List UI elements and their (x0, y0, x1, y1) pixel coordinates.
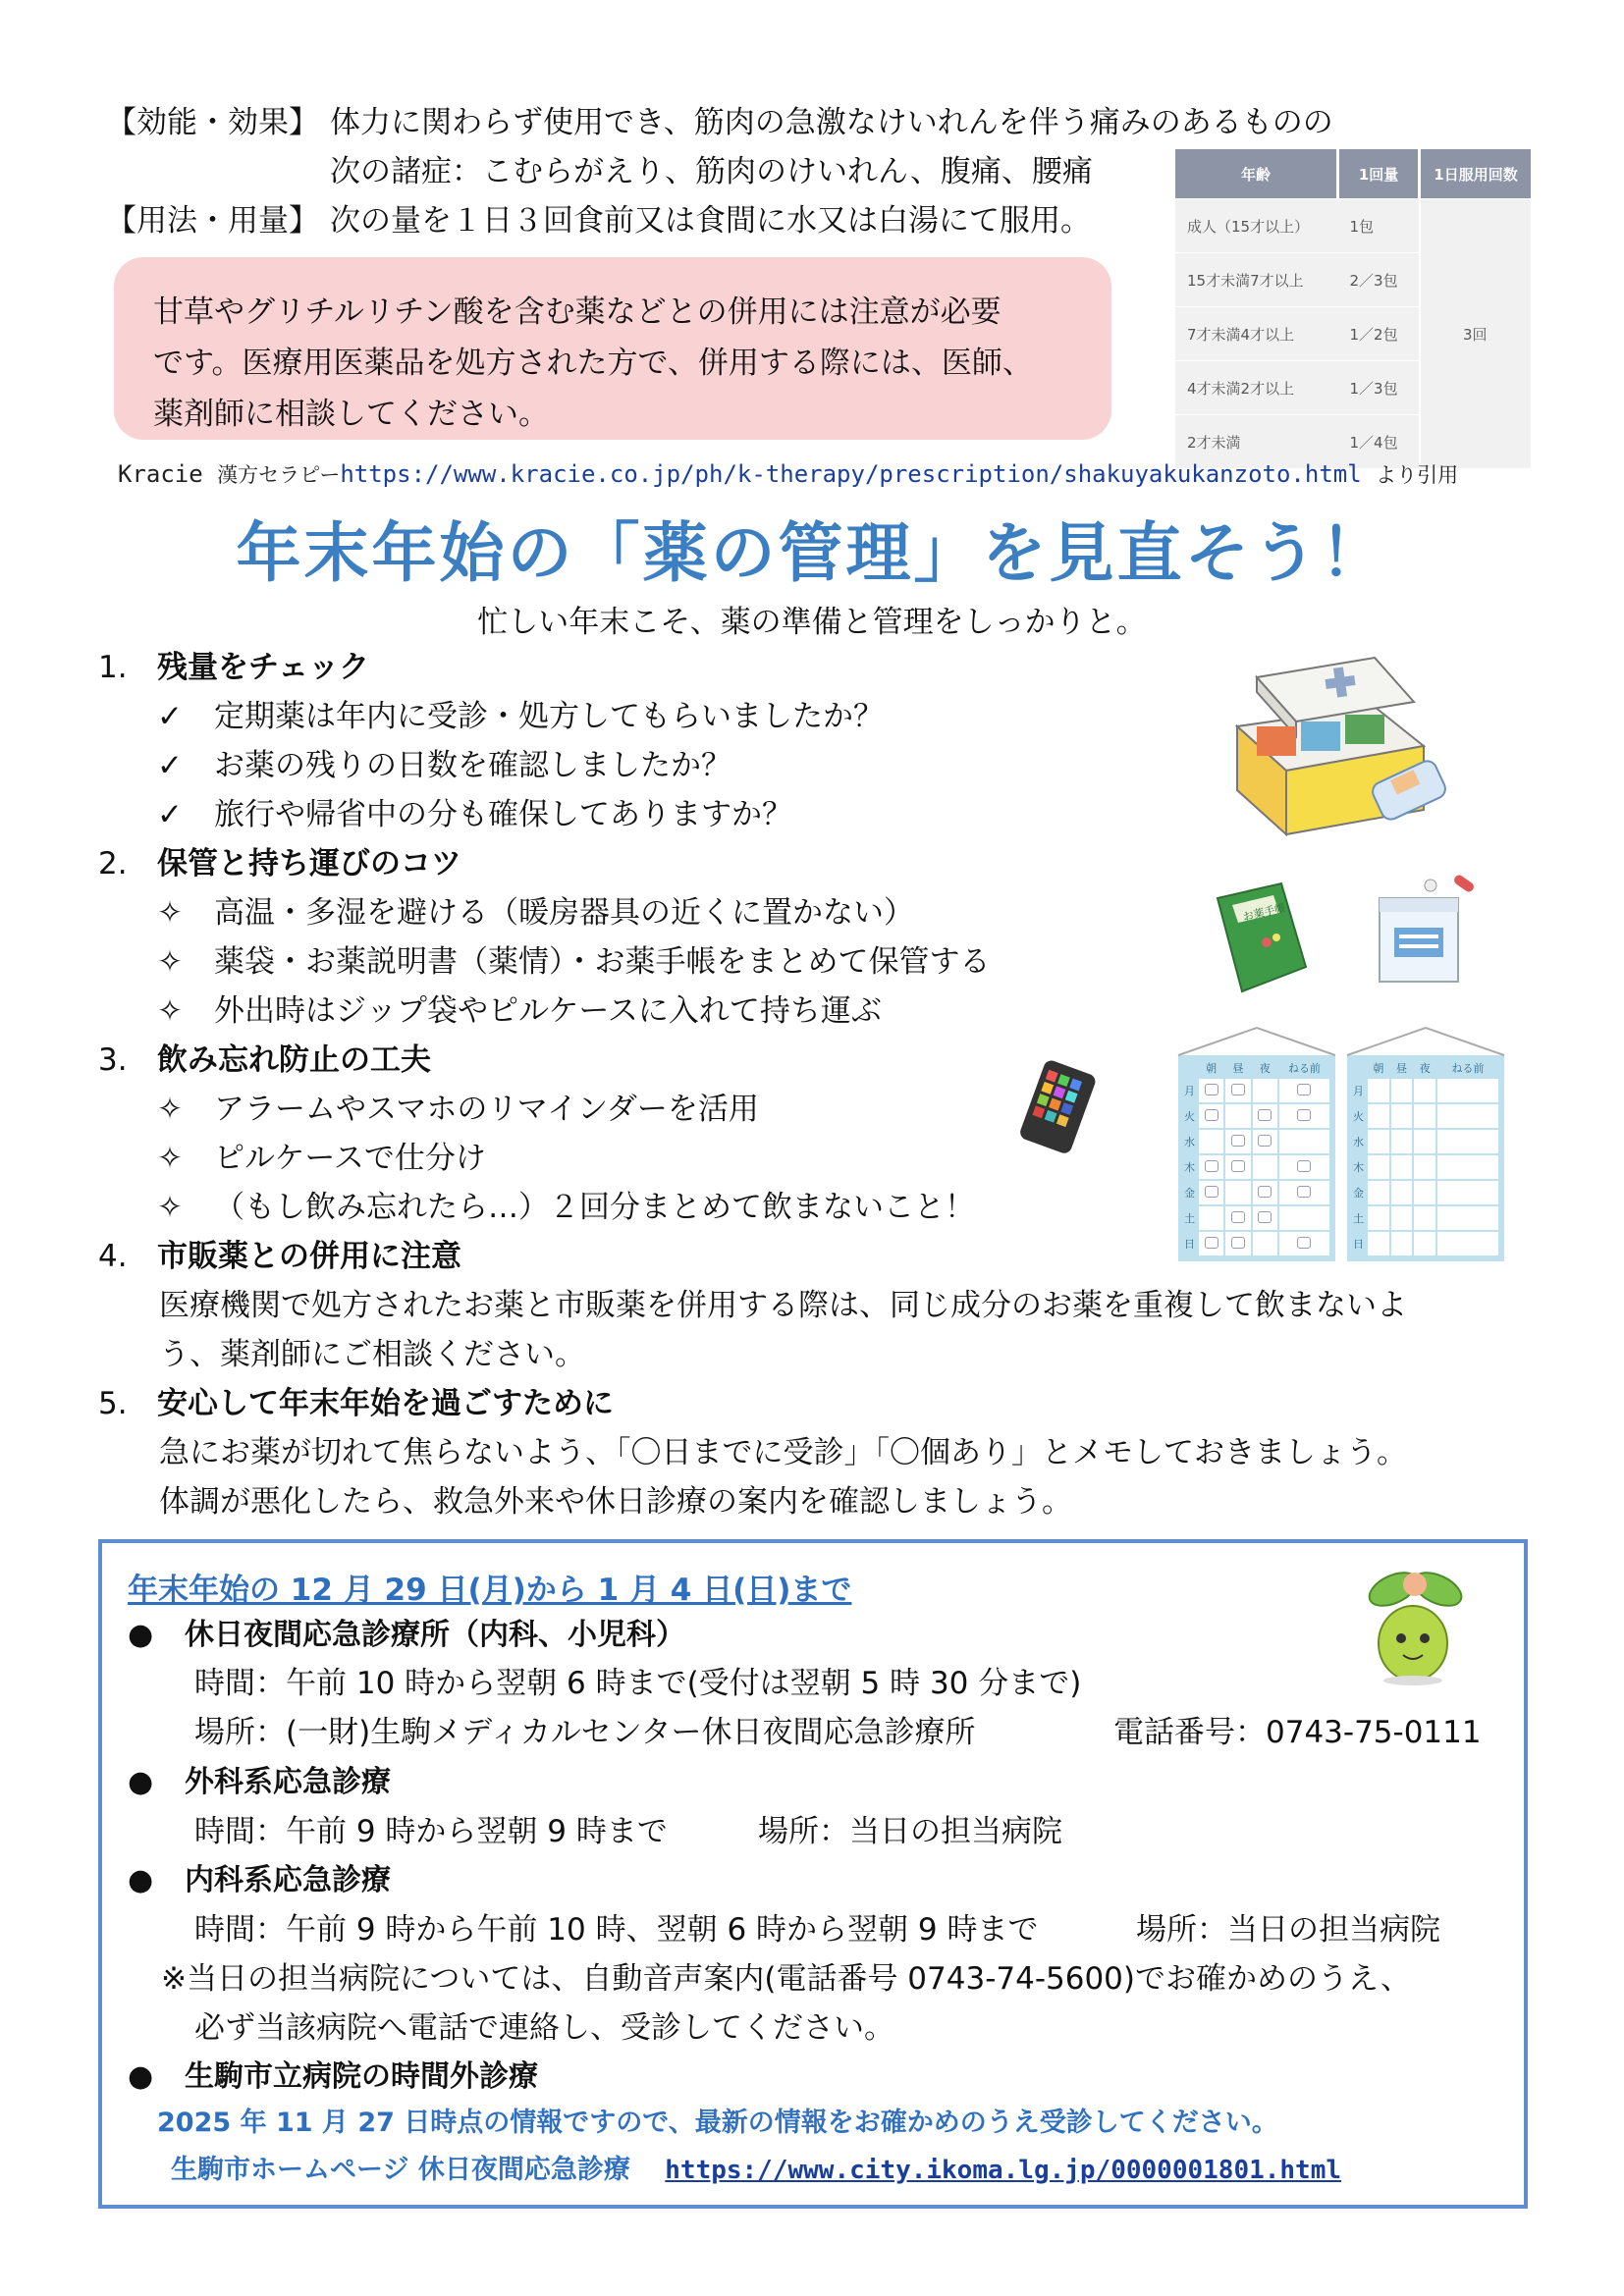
calendar-cell (1436, 1154, 1499, 1180)
calendar-cell (1390, 1129, 1414, 1154)
calendar-cell (1252, 1103, 1278, 1129)
medicine-bag-icon (1370, 874, 1488, 991)
section-heading: 残量をチェック (157, 650, 370, 685)
calendar-cell (1390, 1103, 1414, 1129)
calendar-cell (1252, 1078, 1278, 1103)
calendar-cell (1413, 1231, 1436, 1256)
calendar-cell (1390, 1205, 1414, 1231)
clinic-time: 時間：午前 9 時から午前 10 時、翌朝 6 時から翌朝 9 時まで (194, 1912, 1039, 1948)
section-number: 2. (98, 846, 128, 881)
section-number: 3. (98, 1042, 128, 1078)
section-3 (98, 1041, 975, 1227)
calendar-cell (1224, 1231, 1251, 1256)
calendar-cell (1198, 1205, 1224, 1231)
calendar-cell (1224, 1129, 1251, 1154)
caution-line-2: です。医療用医薬品を処方された方で、併用する際には、医師、 (153, 346, 1033, 381)
mascot-icon (1354, 1565, 1477, 1687)
calendar-cell (1278, 1129, 1330, 1154)
calendar-header: 朝 (1373, 1062, 1384, 1075)
calendar-cell (1436, 1103, 1499, 1129)
calendar-day: 火 (1353, 1110, 1364, 1123)
dosage-amount: 1／4包 (1338, 415, 1420, 469)
list-item: 旅行や帰省中の分も確保してありますか？ (214, 797, 792, 832)
calendar-cell (1367, 1103, 1390, 1129)
caution-line-3: 薬剤師に相談してください。 (153, 397, 549, 432)
medicine-notebook-icon (1213, 883, 1311, 996)
dosage-age: 15才未満7才以上 (1175, 253, 1338, 307)
calendar-cell (1367, 1180, 1390, 1205)
calendar-day: 日 (1353, 1238, 1364, 1251)
list-item: （もし飲み忘れたら…）２回分まとめて飲まないこと！ (214, 1190, 975, 1225)
calendar-header: ねる前 (1451, 1062, 1485, 1075)
calendar-cell (1436, 1129, 1499, 1154)
calendar-header: ねる前 (1287, 1062, 1321, 1075)
section-5 (98, 1384, 1407, 1522)
list-item: アラームやスマホのリマインダーを活用 (214, 1092, 759, 1127)
calendar-day: 月 (1353, 1085, 1364, 1097)
check-icon: ✓ (157, 748, 183, 783)
calendar-day: 木 (1184, 1161, 1195, 1174)
page-subtitle: 忙しい年末こそ、薬の準備と管理をしっかりと。 (477, 605, 1147, 640)
calendar-header: 夜 (1419, 1062, 1431, 1075)
calendar-cell (1436, 1078, 1499, 1103)
list-item: 定期薬は年内に受診・処方してもらいましたか？ (214, 699, 884, 734)
dosage-label: 【用法・用量】 (106, 203, 319, 239)
calendar-cell (1367, 1231, 1390, 1256)
calendar-cell (1198, 1231, 1224, 1256)
calendar-cell (1278, 1180, 1330, 1205)
notebook-label: お薬手帳 (1241, 901, 1287, 924)
bullet: ● (128, 1863, 154, 1897)
dosage-daily-count: 3回 (1420, 199, 1532, 469)
homepage-link[interactable]: https://www.city.ikoma.lg.jp/0000001801.html (665, 2156, 1342, 2185)
page-title: 年末年始の「薬の管理」を見直そう！ (236, 515, 1388, 591)
source-name: 漢方セラピー (217, 463, 341, 487)
calendar-cell (1367, 1154, 1390, 1180)
info-date-note: 2025 年 11 月 27 日時点の情報ですので、最新の情報をお確かめのうえ受診してください。 (157, 2108, 1278, 2138)
dosage-age: 成人（15才以上） (1175, 199, 1338, 253)
calendar-cell (1252, 1180, 1278, 1205)
dosage-line: 次の量を１日３回食前又は食間に水又は白湯にて服用。 (330, 203, 1091, 239)
clinic-place: 場所：当日の担当病院 (758, 1814, 1062, 1849)
calendar-cell (1413, 1129, 1436, 1154)
section-number: 1. (98, 650, 128, 685)
calendar-day: 土 (1184, 1212, 1195, 1225)
homepage-label: 生駒市ホームページ 休日夜間応急診療 (171, 2155, 630, 2185)
dosage-age: 7才未満4才以上 (1175, 307, 1338, 361)
holiday-period: 年末年始の 12 月 29 日(月)から 1 月 4 日(日)まで (128, 1573, 852, 1608)
bullet: ● (128, 1618, 154, 1652)
section-number: 5. (98, 1386, 128, 1421)
calendar-cell (1413, 1103, 1436, 1129)
sparkle-icon: ✧ (157, 993, 183, 1029)
caution-line-1: 甘草やグリチルリチン酸を含む薬などとの併用には注意が必要 (153, 294, 1001, 330)
calendar-header: 朝 (1206, 1062, 1218, 1075)
section-heading: 市販薬との併用に注意 (157, 1239, 461, 1274)
calendar-cell (1390, 1078, 1414, 1103)
calendar-cell (1413, 1154, 1436, 1180)
calendar-cell (1198, 1078, 1224, 1103)
clinic-name: 内科系応急診療 (185, 1863, 391, 1897)
calendar-cell (1413, 1205, 1436, 1231)
calendar-cell (1436, 1180, 1499, 1205)
calendar-day: 水 (1353, 1136, 1364, 1148)
calendar-cell (1436, 1231, 1499, 1256)
sparkle-icon: ✧ (157, 1190, 183, 1225)
clinic-note: 必ず当該病院へ電話で連絡し、受診してください。 (194, 2010, 894, 2046)
calendar-cell (1413, 1078, 1436, 1103)
calendar-day: 月 (1184, 1085, 1195, 1097)
calendar-cell (1367, 1129, 1390, 1154)
medicine-box-icon (1227, 648, 1453, 844)
efficacy-line-1: 体力に関わらず使用でき、筋肉の急激なけいれんを伴う痛みのあるものの (330, 105, 1333, 140)
calendar-cell (1390, 1231, 1414, 1256)
calendar-cell (1390, 1180, 1414, 1205)
calendar-cell (1278, 1154, 1330, 1180)
check-icon: ✓ (157, 797, 183, 832)
source-link[interactable]: https://www.kracie.co.jp/ph/k-therapy/prescription/shakuyakukanzoto.html (340, 460, 1362, 488)
calendar-day: 水 (1184, 1136, 1195, 1148)
clinic-phone: 電話番号：0743-75-0111 (1113, 1715, 1482, 1750)
calendar-cell (1224, 1205, 1251, 1231)
section-text: う、薬剤師にご相談ください。 (159, 1337, 585, 1372)
calendar-cell (1252, 1129, 1278, 1154)
clinic-name: 休日夜間応急診療所（内科、小児科） (185, 1618, 685, 1652)
section-heading: 飲み忘れ防止の工夫 (157, 1042, 431, 1078)
dosage-table-clip (1175, 149, 1531, 452)
calendar-cell (1224, 1154, 1251, 1180)
clinic-name: 生駒市立病院の時間外診療 (185, 2059, 538, 2094)
clinic-note: ※当日の担当病院については、自動音声案内(電話番号 0743-74-5600)でお確かめのうえ、 (161, 1961, 1411, 1997)
calendar-cell (1252, 1205, 1278, 1231)
calendar-cell (1224, 1078, 1251, 1103)
dosage-amount: 1包 (1338, 199, 1420, 253)
efficacy-label: 【効能・効果】 (106, 105, 319, 140)
smartphone-icon (1016, 1060, 1105, 1158)
list-item: 薬袋・お薬説明書（薬情）・お薬手帳をまとめて保管する (214, 944, 991, 980)
section-heading: 安心して年末年始を過ごすために (157, 1386, 614, 1421)
calendar-cell (1224, 1180, 1251, 1205)
calendar-cell (1278, 1205, 1330, 1231)
emergency-info-box (98, 1539, 1528, 2209)
dosage-header-count: 1日服用回数 (1420, 149, 1532, 199)
section-number: 4. (98, 1239, 128, 1274)
dosage-amount: 2／3包 (1338, 253, 1420, 307)
clinic-time: 時間：午前 9 時から翌朝 9 時まで (194, 1814, 668, 1849)
list-item: 外出時はジップ袋やピルケースに入れて持ち運ぶ (214, 993, 882, 1029)
dosage-amount: 1／3包 (1338, 361, 1420, 415)
calendar-cell (1367, 1078, 1390, 1103)
calendar-cell (1436, 1205, 1499, 1231)
clinic-name: 外科系応急診療 (185, 1765, 391, 1799)
calendar-header: 昼 (1396, 1062, 1408, 1075)
calendar-cell (1224, 1103, 1251, 1129)
calendar-cell (1198, 1154, 1224, 1180)
efficacy-line-2: 次の諸症：こむらがえり、筋肉のけいれん、腹痛、腰痛 (330, 154, 1093, 189)
calendar-day: 木 (1353, 1161, 1364, 1174)
calendar-header: 夜 (1259, 1062, 1271, 1075)
dosage-age: 2才未満 (1175, 415, 1338, 469)
calendar-cell (1278, 1231, 1330, 1256)
dosage-header-dose: 1回量 (1338, 149, 1420, 199)
calendar-day: 土 (1353, 1212, 1364, 1225)
sparkle-icon: ✧ (157, 895, 183, 931)
calendar-cell (1198, 1103, 1224, 1129)
calendar-day: 火 (1184, 1110, 1195, 1123)
clinic-place: 場所：当日の担当病院 (1136, 1912, 1440, 1948)
section-2 (98, 844, 991, 1031)
calendar-day: 日 (1184, 1238, 1195, 1251)
bullet: ● (128, 1765, 154, 1799)
calendar-cell (1198, 1180, 1224, 1205)
section-heading: 保管と持ち運びのコツ (157, 846, 461, 881)
calendar-cell (1252, 1231, 1278, 1256)
section-1 (98, 648, 884, 834)
calendar-cell (1367, 1205, 1390, 1231)
calendar-cell (1278, 1078, 1330, 1103)
caution-box (114, 257, 1111, 440)
calendar-cell (1390, 1154, 1414, 1180)
bullet: ● (128, 2059, 154, 2094)
dosage-header-age: 年齢 (1175, 149, 1338, 199)
source-prefix: Kracie (118, 460, 203, 488)
calendar-cell (1413, 1180, 1436, 1205)
sparkle-icon: ✧ (157, 1092, 183, 1127)
clinic-place: 場所：(一財)生駒メディカルセンター休日夜間応急診療所 (194, 1715, 976, 1750)
dosage-age: 4才未満2才以上 (1175, 361, 1338, 415)
section-text: 急にお薬が切れて焦らないよう、「〇日までに受診」「〇個あり」とメモしておきましょう。 (159, 1435, 1407, 1470)
check-icon: ✓ (157, 699, 183, 734)
sparkle-icon: ✧ (157, 944, 183, 980)
section-text: 医療機関で処方されたお薬と市販薬を併用する際は、同じ成分のお薬を重複して飲まないよ (159, 1288, 1407, 1323)
clinic-time: 時間：午前 10 時から翌朝 6 時まで(受付は翌朝 5 時 30 分まで) (194, 1666, 1082, 1701)
list-item: 高温・多湿を避ける（暖房器具の近くに置かない） (214, 895, 914, 931)
medication-calendar-filled (1178, 1026, 1335, 1261)
list-item: ピルケースで仕分け (214, 1141, 486, 1176)
table-row (1175, 199, 1531, 253)
list-item: お薬の残りの日数を確認しましたか？ (214, 748, 731, 783)
calendar-cell (1198, 1129, 1224, 1154)
sparkle-icon: ✧ (157, 1141, 183, 1176)
source-citation (118, 459, 1458, 489)
calendar-cell (1278, 1103, 1330, 1129)
medication-calendar-empty (1347, 1026, 1504, 1261)
calendar-day: 金 (1353, 1187, 1364, 1200)
section-text: 体調が悪化したら、救急外来や休日診療の案内を確認しましょう。 (159, 1484, 1072, 1520)
dosage-table (1175, 149, 1531, 468)
calendar-cell (1252, 1154, 1278, 1180)
dosage-amount: 1／2包 (1338, 307, 1420, 361)
calendar-header: 昼 (1232, 1062, 1244, 1075)
calendar-day: 金 (1184, 1187, 1195, 1200)
source-suffix: より引用 (1376, 463, 1459, 487)
